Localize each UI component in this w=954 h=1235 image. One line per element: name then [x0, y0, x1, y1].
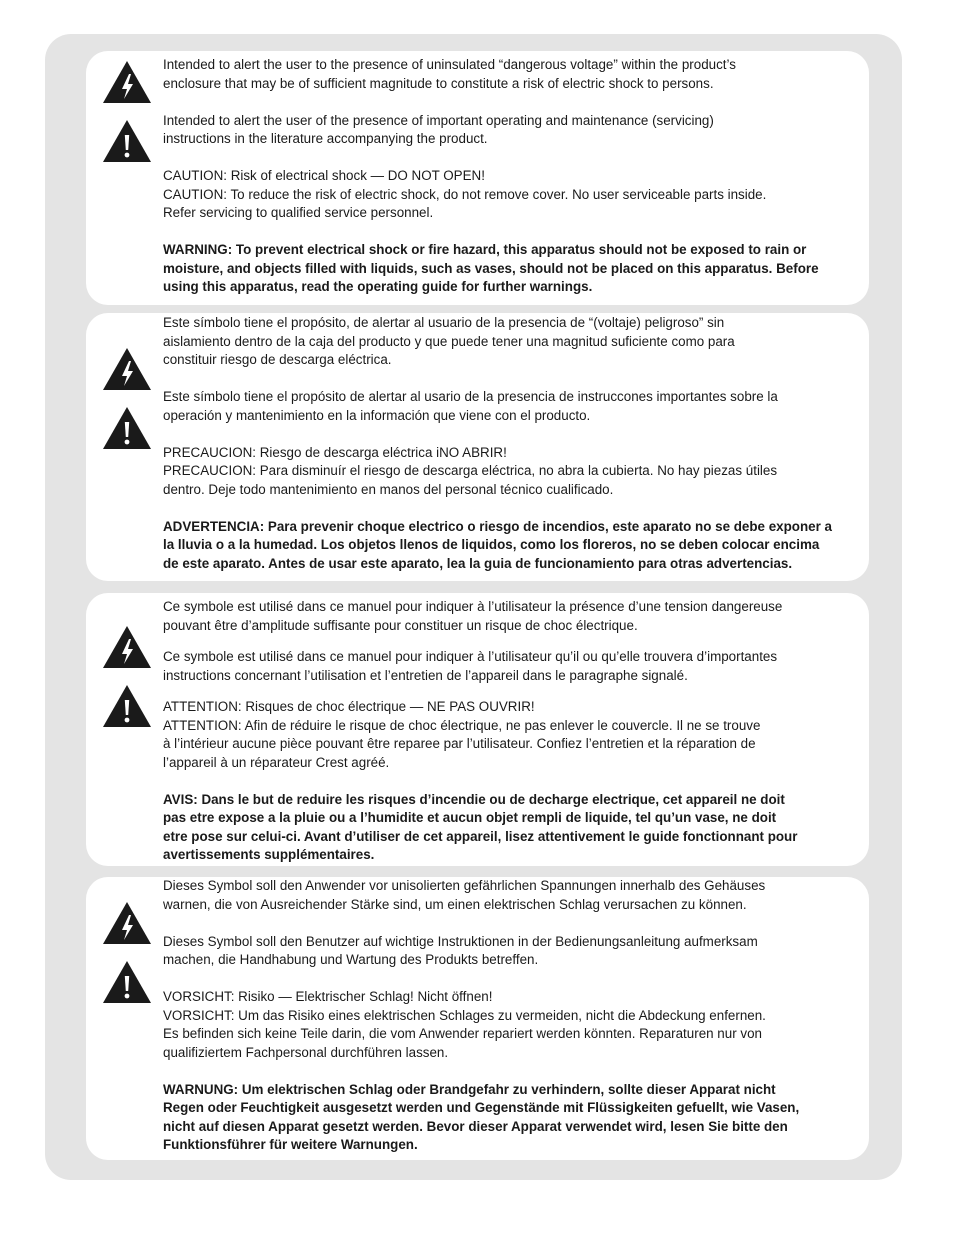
exclamation-warning-triangle-icon	[102, 119, 152, 163]
instructions-notice: Intended to alert the user of the presence of important operating and maintenance (servicing) instructions in the literature accompanying the product.	[163, 112, 714, 146]
lightning-warning-triangle-icon	[102, 60, 152, 104]
icon-column	[102, 625, 152, 728]
icon-column	[102, 347, 152, 450]
panel-text	[163, 877, 863, 1155]
voltage-notice: Intended to alert the user to the presence of uninsulated “dangerous voltage” within the product’s enclosure that may be of sufficient magnitude to constitute a risk of electric shock to persons.	[163, 57, 736, 91]
caution-notice: ATTENTION: Risques de choc électrique — NE PAS OUVRIR! ATTENTION: Afin de réduire le risque de choc électrique, ne pas enlever le couvercle. Il ne se trouve à l’intérieur aucune pièce pouvant être reparee par l’utilisateur. Confiez l’entretien et la réparation de l’appareil à un réparateur Crest agréé.	[163, 699, 761, 770]
caution-notice: PRECAUCION: Riesgo de descarga eléctrica iNO ABRIR! PRECAUCION: Para disminuír el riesgo de descarga eléctrica, no abra la cubierta. No hay piezas útiles dentro. Deje todo mantenimiento en manos del personal técnico cualificado.	[163, 444, 778, 497]
warning-notice: WARNUNG: Um elektrischen Schlag oder Brandgefahr zu verhindern, sollte dieser Apparat nicht Regen oder Feuchtigkeit ausgesetzt werden und Gegenstände mit Flüssigkeiten gefuellt, wie Vasen, nicht auf diesen Apparat gesetzt werden. Bevor dieser Apparat verwendet wird, lesen Sie bitte den Funktionsführer für weitere Warnungen.	[163, 1081, 800, 1152]
safety-panel-spanish	[86, 313, 869, 581]
exclamation-warning-triangle-icon	[102, 684, 152, 728]
panel-text	[163, 56, 863, 297]
instructions-notice: Dieses Symbol soll den Benutzer auf wichtige Instruktionen in der Bedienungsanleitung aufmerksam machen, die Handhabung und Wartung des Produkts betreffen.	[163, 933, 758, 967]
lightning-warning-triangle-icon	[102, 347, 152, 391]
voltage-notice: Dieses Symbol soll den Anwender vor unisolierten gefährlichen Spannungen innerhalb des Gehäuses warnen, die von Ausreichender Stärke sind, um einen elektrischen Schlag verursachen zu können.	[163, 878, 766, 912]
exclamation-warning-triangle-icon	[102, 960, 152, 1004]
safety-panel-french	[86, 593, 869, 866]
instructions-notice: Ce symbole est utilisé dans ce manuel pour indiquer à l’utilisateur qu’il ou qu’elle trouvera d’importantes instructions concernant l’utilisation et l’entretien de l’appareil dans le paragraphe signalé.	[163, 649, 778, 683]
safety-panel-german	[86, 877, 869, 1160]
caution-notice: CAUTION: Risk of electrical shock — DO NOT OPEN! CAUTION: To reduce the risk of electric shock, do not remove cover. No user serviceable parts inside. Refer servicing to qualified service personnel.	[163, 168, 767, 220]
exclamation-warning-triangle-icon	[102, 406, 152, 450]
panel-text	[163, 598, 863, 865]
lightning-warning-triangle-icon	[102, 901, 152, 945]
panel-text	[163, 314, 863, 573]
voltage-notice: Ce symbole est utilisé dans ce manuel pour indiquer à l’utilisateur la présence d’une tension dangereuse pouvant être d’amplitude suffisante pour constituer un risque de choc électrique.	[163, 599, 783, 633]
lightning-warning-triangle-icon	[102, 625, 152, 669]
voltage-notice: Este símbolo tiene el propósito, de alertar al usuario de la presencia de “(voltaje) peligroso” sin aislamiento dentro de la caja del producto y que puede tener una magnitud suficiente como para constituir riesgo de descarga eléctrica.	[163, 315, 735, 367]
warning-notice: ADVERTENCIA: Para prevenir choque electrico o riesgo de incendios, este aparato no se debe exponer a la lluvia o a la humedad. Los objetos llenos de liquidos, como los floreros, no se deben colocar encima de este aparato. Antes de usar este aparato, lea la guia de funcionamiento para otras advertencias.	[163, 518, 832, 571]
icon-column	[102, 901, 152, 1004]
caution-notice: VORSICHT: Risiko — Elektrischer Schlag! Nicht öffnen! VORSICHT: Um das Risiko eines elektrischen Schlages zu vermeiden, nicht die Abdeckung enfernen. Es befinden sich keine Teile darin, die vom Anwender repariert werden könnten. Reparaturen nur von qualifiziertem Fachpersonal durchführen lassen.	[163, 989, 766, 1060]
icon-column	[102, 60, 152, 163]
warning-notice: AVIS: Dans le but de reduire les risques d’incendie ou de decharge electrique, cet appareil ne doit pas etre expose a la pluie ou a l’humidite et aucun objet rempli de liquide, tel qu’un vase, ne doit etre pose sur celui-ci. Avant d’utiliser de cet appareil, lisez attentivement le guide fonctionnant pour avertissements supplémentaires.	[163, 791, 798, 862]
safety-panel-english	[86, 51, 869, 305]
instructions-notice: Este símbolo tiene el propósito de alertar al usario de la presencia de instruccones importantes sobre la operación y mantenimiento en la información que viene con el producto.	[163, 389, 778, 423]
warning-notice: WARNING: To prevent electrical shock or fire hazard, this apparatus should not be exposed to rain or moisture, and objects filled with liquids, such as vases, should not be placed on this apparatus. Before using this apparatus, read the operating guide for further warnings.	[163, 242, 819, 294]
